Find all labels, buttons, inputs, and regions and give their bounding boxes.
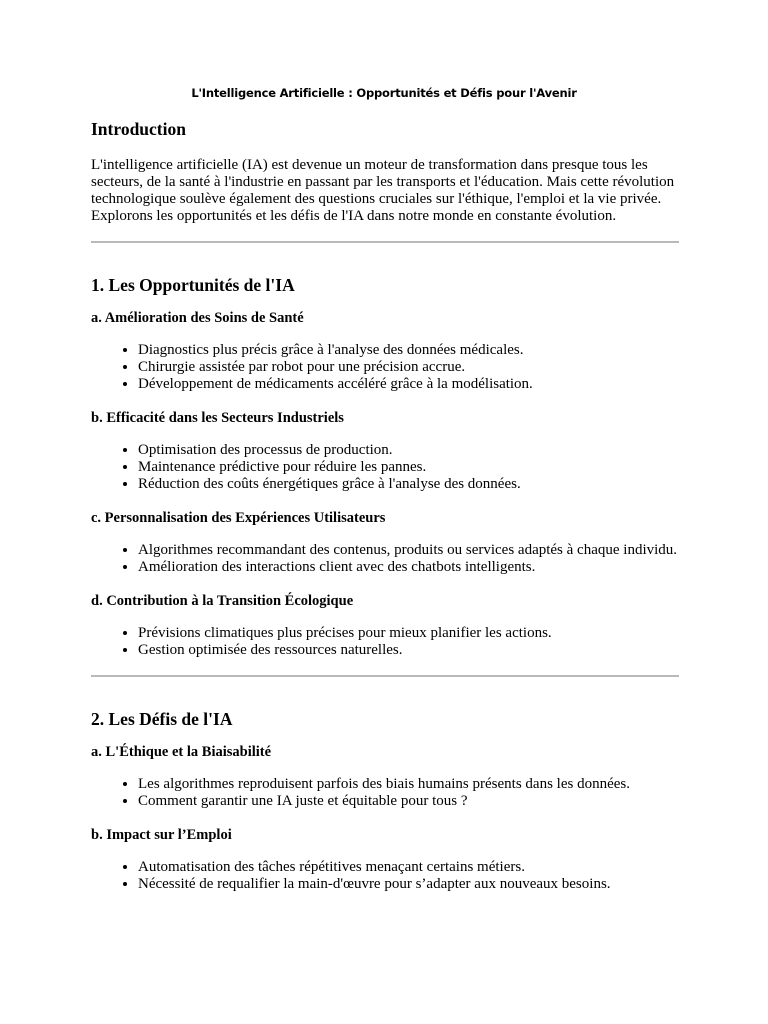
- document-body: [91, 118, 679, 893]
- document-title: L'Intelligence Artificielle : Opportunités et Défis pour l'Avenir: [191, 86, 577, 100]
- list-item: • Diagnostics plus précis grâce à l'analyse des données médicales.: [138, 342, 679, 359]
- list-item: • Nécessité de requalifier la main-d'œuvre pour s’adapter aux nouveaux besoins.: [138, 876, 679, 893]
- list-item: • Optimisation des processus de production.: [138, 442, 679, 459]
- section-heading: 1. Les Opportunités de l'IA: [91, 275, 295, 295]
- bullet-list: [91, 776, 679, 810]
- list-item: • Gestion optimisée des ressources naturelles.: [138, 642, 679, 659]
- subsection-heading: a. Amélioration des Soins de Santé: [91, 310, 304, 326]
- bullet-list: [91, 342, 679, 393]
- bullet-list: [91, 625, 679, 659]
- list-item: • Algorithmes recommandant des contenus, produits ou services adaptés à chaque individu.: [138, 542, 679, 559]
- introduction-heading: Introduction: [91, 119, 186, 139]
- subsection-heading: a. L'Éthique et la Biaisabilité: [91, 744, 272, 760]
- subsection-heading: c. Personnalisation des Expériences Utilisateurs: [91, 510, 386, 526]
- list-item: • Comment garantir une IA juste et équitable pour tous ?: [138, 793, 679, 810]
- introduction-paragraph: L'intelligence artificielle (IA) est devenue un moteur de transformation dans presque tous les secteurs, de la santé à l'industrie en passant par les transports et l'éducation. Mais cette révolution technologique soulève également des questions cruciales sur l'éthique, l'emploi et la vie privée. Explorons les opportunités et les défis de l'IA dans notre monde en constante évolution.: [91, 157, 675, 224]
- bullet-list: [91, 542, 679, 576]
- section-divider: [91, 675, 679, 677]
- subsection-heading: b. Impact sur l’Emploi: [91, 827, 232, 843]
- subsection-heading: d. Contribution à la Transition Écologique: [91, 593, 354, 609]
- list-item: • Développement de médicaments accéléré grâce à la modélisation.: [138, 376, 679, 393]
- list-item: • Les algorithmes reproduisent parfois des biais humains présents dans les données.: [138, 776, 679, 793]
- section-heading: 2. Les Défis de l'IA: [91, 709, 233, 729]
- list-item: • Amélioration des interactions client avec des chatbots intelligents.: [138, 559, 679, 576]
- list-item: • Maintenance prédictive pour réduire les pannes.: [138, 459, 679, 476]
- list-item: • Automatisation des tâches répétitives menaçant certains métiers.: [138, 859, 679, 876]
- subsection-heading: b. Efficacité dans les Secteurs Industriels: [91, 410, 344, 426]
- bullet-list: [91, 859, 679, 893]
- list-item: • Réduction des coûts énergétiques grâce à l'analyse des données.: [138, 476, 679, 493]
- list-item: • Chirurgie assistée par robot pour une précision accrue.: [138, 359, 679, 376]
- section-divider: [91, 241, 679, 243]
- bullet-list: [91, 442, 679, 493]
- list-item: • Prévisions climatiques plus précises pour mieux planifier les actions.: [138, 625, 679, 642]
